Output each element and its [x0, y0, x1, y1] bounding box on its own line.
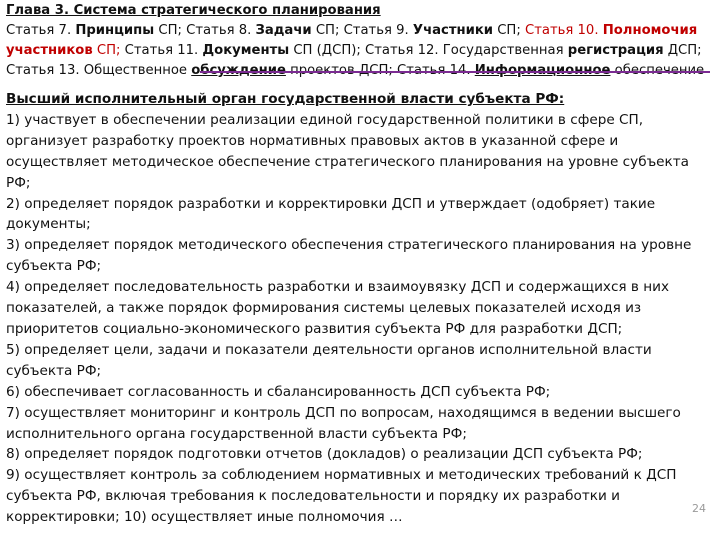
page-number: 24 — [692, 502, 706, 515]
divider-line — [200, 71, 710, 73]
article-9: Статья 9. Участники СП; — [343, 23, 525, 38]
list-item: 3) определяет порядок методического обеспечения стратегического планирования на уровне субъекта РФ; — [6, 237, 692, 275]
article-14: Статья 14. Информационное обеспечение — [397, 63, 705, 78]
article-13: Статья 13. Общественное обсуждение проектов ДСП; — [6, 63, 398, 78]
list-item: 6) обеспечивает согласованность и сбалансированность ДСП субъекта РФ; — [6, 383, 551, 400]
article-8: Статья 8. Задачи СП; — [186, 23, 344, 38]
main-content — [6, 89, 710, 528]
list-item: 8) определяет порядок подготовки отчетов (докладов) о реализации ДСП субъекта РФ; — [6, 446, 643, 463]
article-11: Статья 11. Документы СП (ДСП); — [124, 43, 366, 58]
list-item: 7) осуществляет мониторинг и контроль ДСП по вопросам, находящимся в ведении высшего исполнительного органа государственной власти субъекта РФ; — [6, 404, 681, 442]
article-10: Статья 10. Полномочия участников СП; — [6, 23, 698, 58]
list-item: 9) осуществляет контроль за соблюдением нормативных и методических требований к ДСП субъекта РФ, включая требования к последовательности и порядку их разработки и корректировки; 10) осуществляет иные полномочия … — [6, 467, 677, 526]
list-item: 5) определяет цели, задачи и показатели деятельности органов исполнительной власти субъекта РФ; — [6, 341, 652, 379]
section-title: Высший исполнительный орган государственной власти субъекта РФ: — [6, 91, 565, 107]
chapter-title: Глава 3. Система стратегического планирования — [6, 3, 381, 18]
list-item: 1) участвует в обеспечении реализации единой государственной политики в сфере СП, организует разработку проектов нормативных правовых актов в указанной сфере и осуществляет методическое обеспечение стратегического планирования на уровне субъекта РФ; — [6, 111, 689, 191]
chapter-header — [6, 1, 716, 81]
list-item: 2) определяет порядок разработки и корректировки ДСП и утверждает (одобряет) такие документы; — [6, 195, 656, 233]
article-12: Статья 12. Государственная регистрация ДСП; — [365, 43, 702, 58]
list-item: 4) определяет последовательность разработки и взаимоувязку ДСП и содержащихся в них показателей, а также порядок формирования системы целевых показателей исходя из приоритетов социально-экономического развития субъекта РФ для разработки ДСП; — [6, 279, 670, 337]
article-7: Статья 7. Принципы СП; — [6, 23, 187, 38]
